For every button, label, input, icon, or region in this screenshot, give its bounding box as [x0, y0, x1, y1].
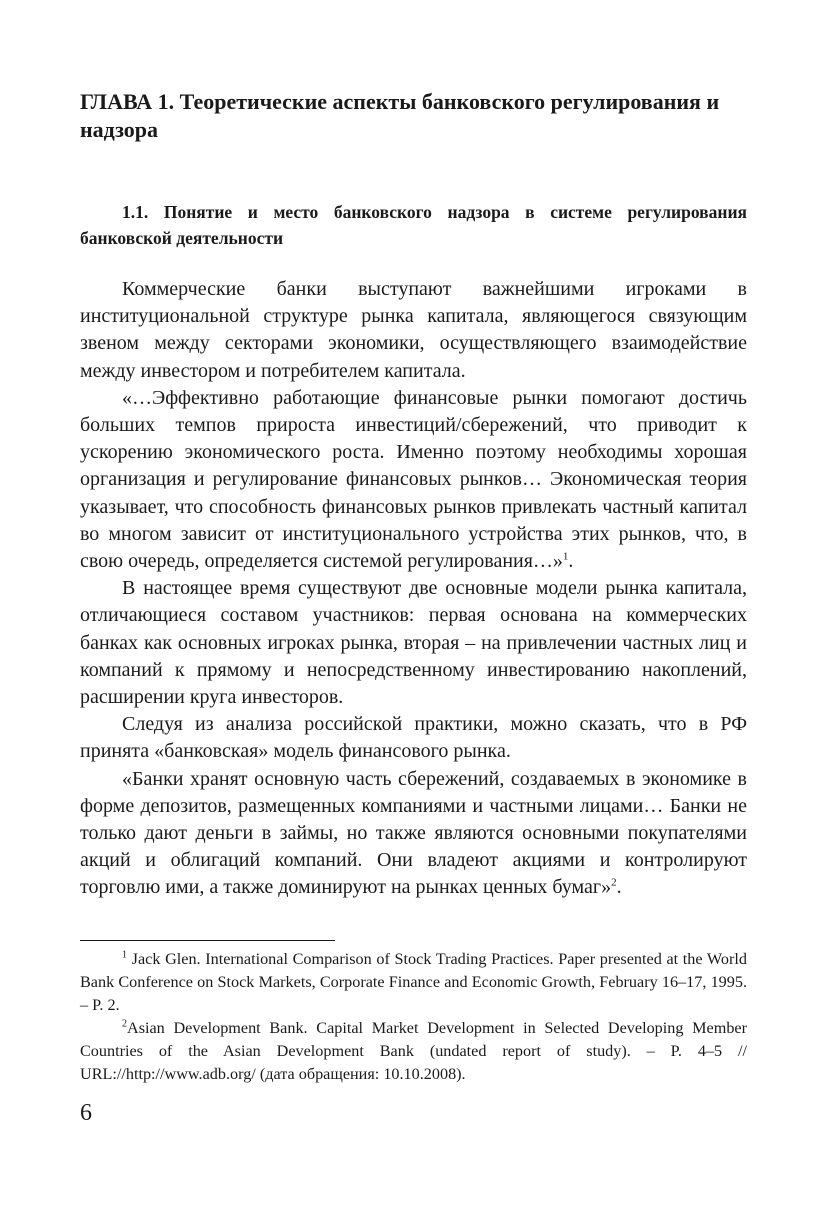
- footnotes: [80, 948, 747, 1086]
- footnote-divider: [80, 940, 335, 941]
- paragraph-2: [80, 385, 747, 575]
- paragraph-3: [80, 575, 747, 711]
- paragraph-2-text: «…Эффективно работающие финансовые рынки помогают достичь больших темпов прироста инвестиций/сбережений, что приводит к ускорению экономического роста. Именно поэтому необходимы хорошая организация и регулирование финансовых рынков… Экономическая теория указывает, что способность финансовых рынков привлекать частный капитал во многом зависит от институционального устройства этих рынков, что, в свою очередь, определяется системой регулирования…»: [80, 386, 747, 573]
- footnote-1-text: Jack Glen. International Comparison of Stock Trading Practices. Paper presented at the World Bank Conference on Stock Markets, Corporate Finance and Economic Growth, February 16–17, 1995. – P. 2.: [80, 950, 747, 1014]
- paragraph-2-end: .: [568, 550, 574, 573]
- paragraph-5: [80, 766, 747, 902]
- paragraph-1-text: Коммерческие банки выступают важнейшими игроками в институциональной структуре рынка капитала, являющегося связующим звеном между секторами экономики, осуществляющего взаимодействие между инвестором и потребителем капитала.: [80, 278, 747, 382]
- footnote-2-marker: 2: [122, 1018, 127, 1030]
- paragraph-5-end: .: [616, 876, 622, 899]
- footnote-ref-1[interactable]: 1: [562, 550, 569, 563]
- page-number: 6: [80, 1100, 92, 1126]
- paragraph-5-text: «Банки хранят основную часть сбережений, создаваемых в экономике в форме депозитов, размещенных компаниями и частными лицами… Банки не только дают деньги в займы, но также являются основными покупателями акций и облигаций компаний. Они владеют акциями и контролируют торговлю ими, а также доминируют на рынках ценных бумаг»: [80, 767, 747, 899]
- body-text: [80, 276, 747, 902]
- paragraph-4: [80, 711, 747, 765]
- footnote-1: [80, 948, 747, 1017]
- footnote-ref-2[interactable]: 2: [611, 876, 617, 889]
- section-title: 1.1. Понятие и место банковского надзора в системе регулирования банковской деятельности: [80, 202, 747, 248]
- footnote-1-marker: 1: [122, 949, 127, 961]
- chapter-title: ГЛАВА 1. Теоретические аспекты банковского регулирования и надзора: [80, 89, 720, 142]
- paragraph-3-text: В настоящее время существуют две основные модели рынка капитала, отличающиеся составом участников: первая основана на коммерческих банках как основных игроках рынка, вторая – на привлечении частных лиц и компаний к прямому и непосредственному инвестированию накоплений, расширении круга инвесторов.: [80, 577, 747, 709]
- footnote-2: [80, 1017, 747, 1086]
- footnote-2-text: Asian Development Bank. Capital Market Development in Selected Developing Member Countries of the Asian Development Bank (undated report of study). – P. 4–5 // URL://http://www.adb.org/ (дата обращения: 10.10.2008).: [80, 1019, 747, 1083]
- paragraph-1: [80, 276, 747, 385]
- paragraph-4-text: Следуя из анализа российской практики, можно сказать, что в РФ принята «банковская» модель финансового рынка.: [80, 713, 747, 763]
